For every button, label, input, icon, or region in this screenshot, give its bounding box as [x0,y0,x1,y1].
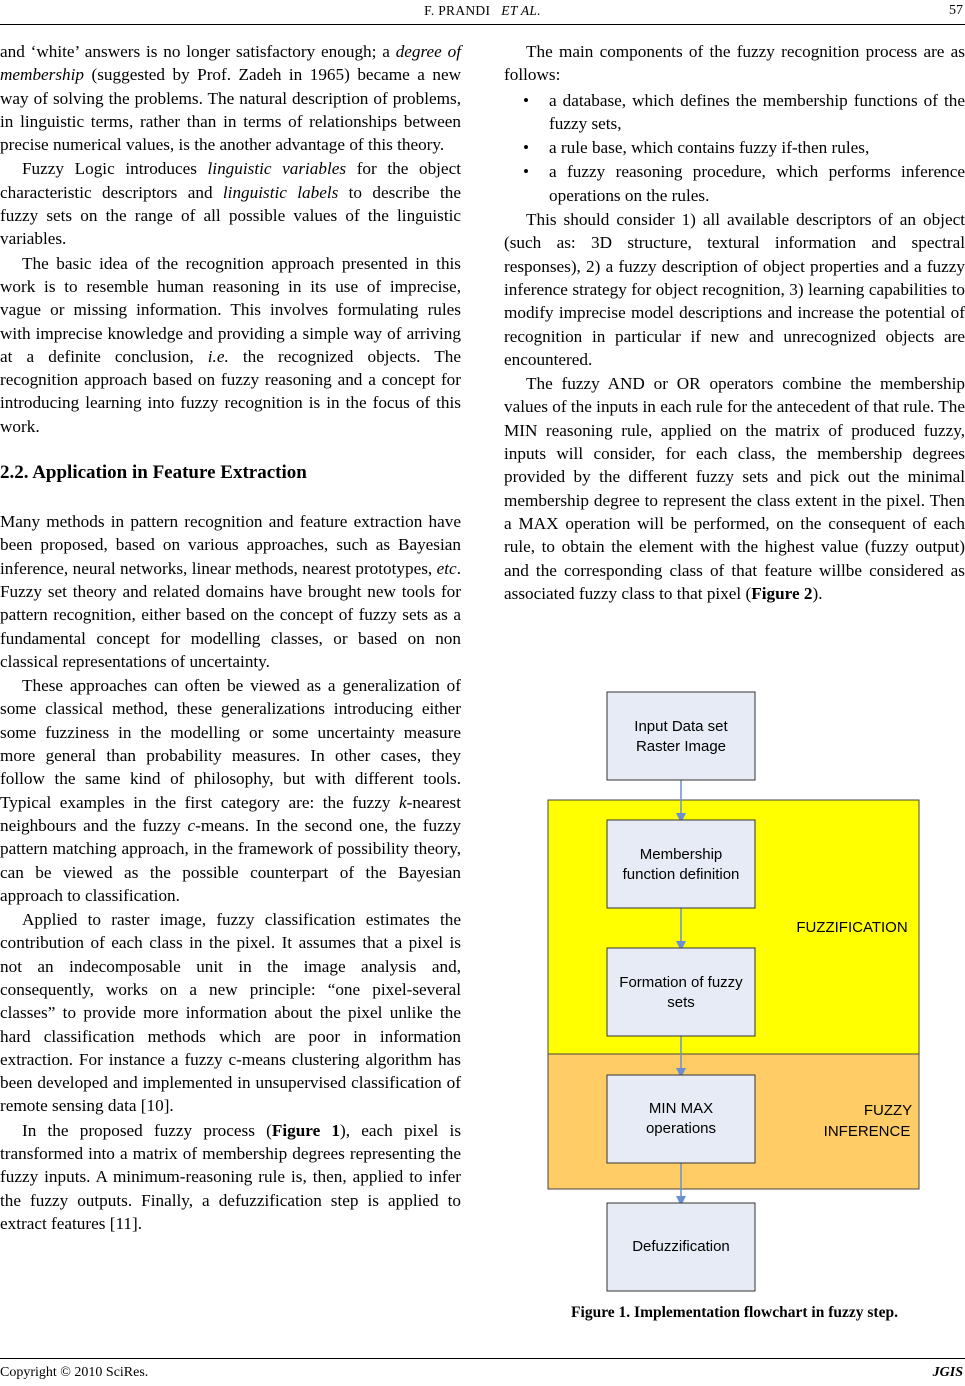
journal-name: JGIS [932,1365,963,1380]
box-label: Input Data set [634,718,728,735]
figure-reference[interactable]: Figure 1 [271,1120,341,1140]
box-label: Formation of fuzzy [619,974,743,991]
author-name: F. PRANDI [424,3,491,18]
figure-reference[interactable]: Figure 2 [751,583,813,603]
box-shape [607,1075,755,1163]
left-column [0,40,461,1235]
footer-rule [0,1358,965,1359]
paragraph: The fuzzy AND or OR operators combine the membership values of the inputs in each rule for the antecedent of that rule. The MIN reasoning rule, applied on the matrix of produced fuzzy, inputs will consider, for each class, the membership degrees provided by the different fuzzy sets and pick out the minimal membership degree to represent the class extent in the pixel. Then a MAX operation will be performed, on the consequent of each rule, to obtain the element with the highest value (fuzzy output) and the corresponding class of that feature willbe considered as associated fuzzy class to that pixel (Figure 2). [504,374,965,603]
flowchart [504,680,965,1300]
figure-1 [504,680,965,1300]
figure-caption: Figure 1. Implementation flowchart in fuzzy step. [571,1304,898,1321]
paragraph: Fuzzy Logic introduces linguistic variables for the object characteristic descriptors and linguistic labels to describe the fuzzy sets on the range of all possible values of the linguistic variables. [0,159,461,249]
fuzzy-sets-box [607,948,755,1036]
list-item: • a fuzzy reasoning procedure, which performs inference operations on the rules. [523,162,965,205]
box-label: sets [667,994,695,1011]
input-data-box [607,692,755,780]
box-label: Raster Image [635,738,727,755]
paragraph: In the proposed fuzzy process (Figure 1), each pixel is transformed into a matrix of membership degrees representing the fuzzy inputs. A minimum-reasoning rule is, then, applied to infer the fuzzy outputs. Finally, a defuzzification step is applied to extract features [11]. [0,1120,462,1233]
inference-label-line1: FUZZY [863,1102,913,1119]
right-column [504,40,965,605]
bullet-icon: • [523,162,530,182]
box-shape [607,692,755,780]
box-label: Membership [639,846,723,863]
box-label: Defuzzification [632,1238,730,1255]
running-head-authors [0,3,965,19]
list-item: • a database, which defines the membership functions of the fuzzy sets, [523,90,965,133]
paragraph: The main components of the fuzzy recognition process are as follows: [504,42,965,85]
copyright-notice: Copyright © 2010 SciRes. [0,1365,149,1380]
inference-label-line2: INFERENCE [823,1123,911,1140]
bullet-icon: • [523,90,530,110]
box-label: function definition [622,866,740,883]
paragraph: Many methods in pattern recognition and feature extraction have been proposed, based on various approaches, such as Bayesian inference, neural networks, linear methods, nearest prototypes, etc. Fuzzy set theory and related domains have brought new tools for pattern recognition, either based on the concept of fuzzy sets as a fundamental concept for modelling classes, or based on non classical representations of uncertainty. [0,512,461,671]
list-item: • a rule base, which contains fuzzy if-then rules, [504,136,965,159]
paragraph: and ‘white’ answers is no longer satisfactory enough; a degree of membership (suggested by Prof. Zadeh in 1965) became a new way of solving the problems. The natural description of problems, in linguistic terms, rather than in terms of relationships between precise numerical values, is the another advantage of this theory. [0,42,461,155]
defuzzification-box [607,1203,755,1291]
header-rule [0,24,965,25]
box-shape [607,948,755,1036]
fuzzification-label: FUZZIFICATION [796,919,908,936]
bullet-icon: • [523,138,530,158]
component-list [504,89,965,207]
min-max-box [607,1075,755,1163]
running-header [0,0,965,24]
box-label: operations [645,1120,717,1137]
paragraph: Applied to raster image, fuzzy classification estimates the contribution of each class in the pixel. It assumes that a pixel is not an indecomposable unit in the image analysis and, consequently, works on a new principle: “one pixel-several classes” to provide more information about the pixel unlike the hard classification methods which are poor in information extraction. For instance a fuzzy c-means clustering algorithm has been developed and implemented in unsupervised classification of remote sensing data [10]. [0,910,461,1116]
box-shape [607,820,755,908]
paragraph: These approaches can often be viewed as a generalization of some classical method, these generalizations introducing either some fuzziness in the modelling or some uncertainty measure more general than probability measures. In other cases, they follow the same kind of philosophy, but with different tools. Typical examples in the first category are: the fuzzy k-nearest neighbours and the fuzzy c-means. In the second one, the fuzzy pattern matching approach, in the framework of possibility theory, can be viewed as the possible counterpart of the Bayesian approach to classification. [0,676,461,905]
et-al: ET AL. [501,3,541,18]
section-heading: 2.2. Application in Feature Extraction [0,462,307,484]
page-number: 57 [949,3,963,18]
paragraph: The basic idea of the recognition approach presented in this work is to resemble human reasoning in its use of imprecise, vague or missing information. This involves formulating rules with imprecise knowledge and providing a simple way of arriving at a definite conclusion, i.e. the recognized objects. The recognition approach based on fuzzy reasoning and a concept for introducing learning into fuzzy recognition is in the focus of this work. [0,253,461,436]
box-label: MIN MAX [648,1100,714,1117]
membership-function-box [607,820,755,908]
paragraph: This should consider 1) all available descriptors of an object (such as: 3D structure, textural information and spectral responses), 2) a fuzzy description of object properties and a fuzzy inference strategy for object recognition, 3) learning capabilities to modify imprecise model descriptions and increase the potential of recognition in particular if new and unrecognized objects are encountered. [504,210,965,369]
